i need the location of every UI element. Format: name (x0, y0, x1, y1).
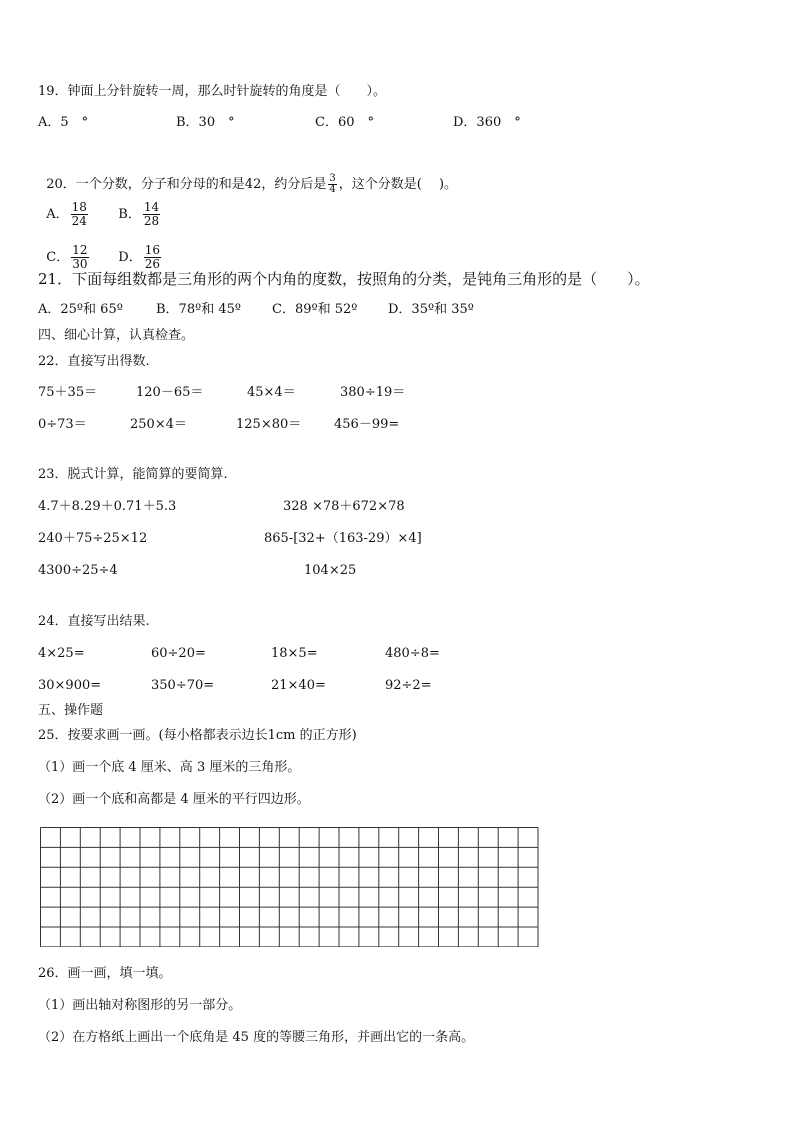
q19-option-c: C．60 ° (315, 115, 374, 130)
q26-sub-2: （2）在方格纸上画出一个底角是 45 度的等腰三角形，并画出它的一条高。 (38, 1030, 475, 1045)
q22-r1-c4: 380÷19＝ (340, 385, 406, 400)
q22-r2-c2: 250×4＝ (130, 417, 187, 432)
q20-option-b (110, 185, 162, 228)
q20-stem-frac-den: 4 (329, 184, 336, 195)
q20-stem-fraction (328, 174, 336, 195)
q20-option-b-fraction (143, 201, 160, 228)
q20-option-a-label: A． (46, 206, 69, 222)
q21-option-d: D．35º和 35º (388, 302, 474, 317)
q22-r2-c1: 0÷73＝ (38, 417, 87, 432)
q20-option-c (38, 228, 91, 271)
q26-stem: 26．画一画，填一填。 (38, 966, 172, 981)
q22-r2-c3: 125×80＝ (236, 417, 302, 432)
frac-num: 18 (71, 200, 87, 214)
q20-option-c-label: C． (46, 249, 70, 265)
q20-stem-frac-num: 3 (329, 173, 336, 184)
frac-den: 26 (144, 257, 160, 271)
q20-stem-after: ，这个分数是( )。 (338, 177, 458, 192)
q24-r2-c4: 92÷2= (385, 678, 432, 693)
q20-option-d (110, 228, 163, 271)
q25-stem: 25．按要求画一画。(每小格都表示边长1cm 的正方形) (38, 728, 357, 743)
q24-r2-c1: 30×900= (38, 678, 102, 693)
q26-sub-1: （1）画出轴对称图形的另一部分。 (38, 998, 242, 1013)
q23-item-2: 328 ×78＋672×78 (283, 499, 405, 514)
q22-r1-c1: 75＋35＝ (38, 385, 98, 400)
q20-option-a (38, 185, 90, 228)
q19-option-b: B．30 ° (176, 115, 235, 130)
frac-num: 14 (143, 200, 160, 214)
q20-option-a-fraction (71, 201, 88, 228)
frac-num: 16 (144, 243, 160, 257)
q23-item-5: 4300÷25÷4 (38, 563, 118, 578)
section-5-heading: 五、操作题 (38, 703, 104, 718)
q20-stem (38, 146, 457, 198)
q22-r1-c3: 45×4＝ (247, 385, 296, 400)
q24-r1-c1: 4×25= (38, 646, 85, 661)
q21-option-b: B．78º和 45º (156, 302, 241, 317)
q23-stem: 23．脱式计算，能简算的要简算. (38, 467, 228, 482)
frac-num: 12 (72, 243, 88, 257)
q20-option-d-fraction (144, 244, 161, 271)
q20-option-c-fraction (71, 244, 88, 271)
section-4-heading: 四、细心计算，认真检查。 (38, 328, 195, 343)
frac-den: 28 (143, 214, 160, 228)
drawing-grid[interactable] (40, 827, 540, 947)
q24-stem: 24．直接写出结果. (38, 614, 150, 629)
q23-item-6: 104×25 (304, 563, 357, 578)
q25-sub-1: （1）画一个底 4 厘米、高 3 厘米的三角形。 (38, 760, 301, 775)
q24-r1-c3: 18×5= (271, 646, 318, 661)
q22-r2-c4: 456－99= (334, 417, 400, 432)
q20-option-d-label: D． (118, 249, 142, 265)
q23-item-3: 240＋75÷25×12 (38, 531, 148, 546)
q21-option-c: C．89º和 52º (272, 302, 358, 317)
q24-r1-c2: 60÷20= (151, 646, 206, 661)
q24-r2-c2: 350÷70= (151, 678, 215, 693)
q21-option-a: A．25º和 65º (38, 302, 123, 317)
q23-item-4: 865-[32+（163-29）×4] (264, 531, 422, 546)
q20-stem-before: 20．一个分数，分子和分母的和是42，约分后是 (46, 177, 327, 192)
q22-r1-c2: 120－65＝ (136, 385, 204, 400)
q19-stem: 19．钟面上分针旋转一周，那么时针旋转的角度是（ ）。 (38, 84, 387, 99)
q25-sub-2: （2）画一个底和高都是 4 厘米的平行四边形。 (38, 792, 310, 807)
q19-option-d: D．360 ° (453, 115, 521, 130)
q24-r1-c4: 480÷8= (385, 646, 440, 661)
q24-r2-c3: 21×40= (271, 678, 326, 693)
q22-stem: 22．直接写出得数. (38, 354, 150, 369)
q20-option-b-label: B． (118, 206, 141, 222)
frac-den: 24 (71, 214, 87, 228)
q23-item-1: 4.7＋8.29＋0.71＋5.3 (38, 499, 177, 514)
frac-den: 30 (72, 257, 88, 271)
q21-stem: 21．下面每组数都是三角形的两个内角的度数，按照角的分类，是钝角三角形的是（ ）。 (38, 270, 650, 288)
q19-option-a: A．5 ° (38, 115, 89, 130)
